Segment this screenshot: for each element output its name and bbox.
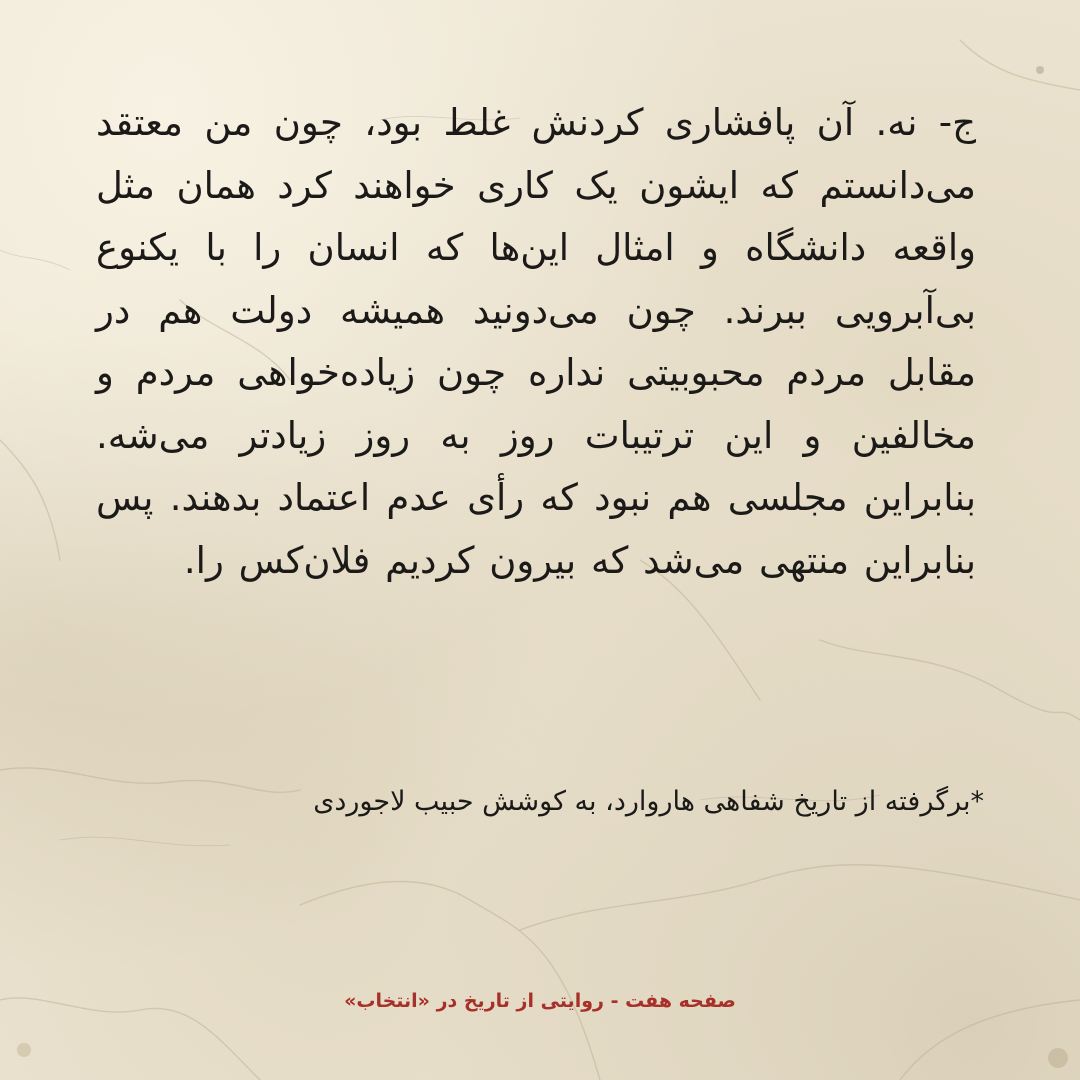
quote-body-text: ج- نه. آن پافشاری کردنش غلط بود، چون من معتقد می‌دانستم که ایشون یک کاری خواهند کرد همان مثل واقعه دانشگاه و امثال این‌ها که انسان را با یکنوع بی‌آبرویی ببرند. چون می‌دونید همیشه دولت هم در مقابل مردم محبوبیتی نداره چون زیاده‌خواهی مردم و مخالفین و این ترتیبات روز به روز زیادتر می‌شه. بنابراین مجلسی هم نبود که رأی عدم اعتماد بدهند. پس بنابراین منتهی می‌شد که بیرون کردیم فلان‌کس را. xyxy=(96,101,976,582)
page-footer-caption: صفحه هفت - روایتی از تاریخ در «انتخاب» xyxy=(344,990,736,1012)
source-footnote: *برگرفته از تاریخ شفاهی هاروارد، به کوشش حبیب لاجوردی xyxy=(313,786,984,817)
